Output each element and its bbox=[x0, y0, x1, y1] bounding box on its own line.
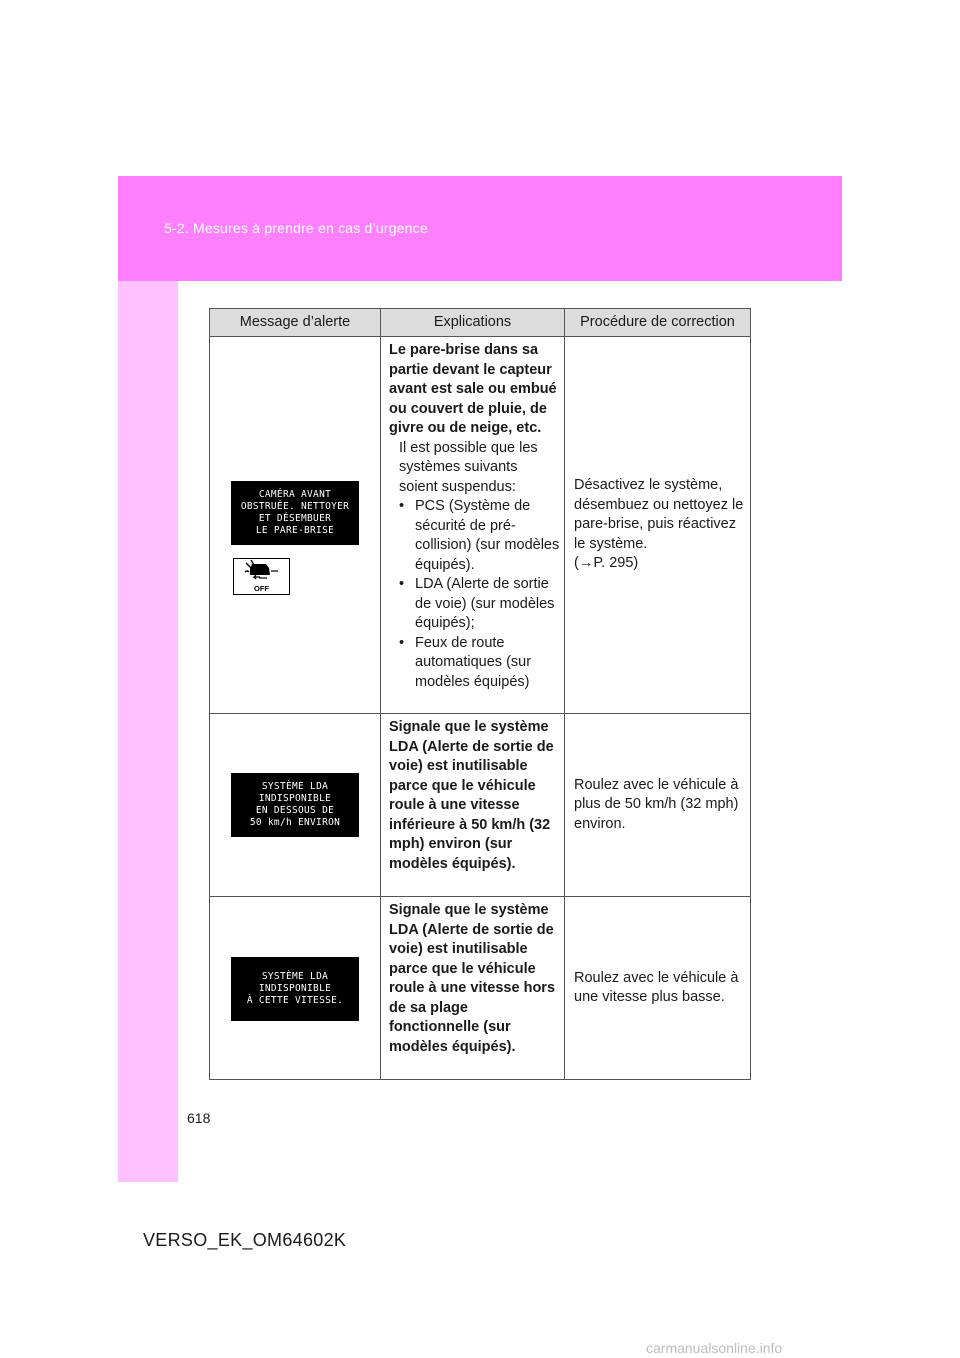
suspended-systems-list bbox=[389, 497, 560, 692]
header-alert-message: Message d’alerte bbox=[210, 309, 381, 337]
document-code: VERSO_EK_OM64602K bbox=[143, 1230, 347, 1250]
list-item: • LDA (Alerte de sortie de voie) (sur modèles équipés); bbox=[399, 576, 555, 631]
table-row bbox=[210, 897, 751, 1080]
explanation-cell bbox=[381, 714, 565, 897]
alert-message-cell bbox=[210, 337, 381, 714]
section-header-band bbox=[118, 176, 842, 281]
list-item: • PCS (Système de sécurité de pré-collision) (sur modèles équipés). bbox=[399, 498, 560, 573]
correction-cell bbox=[565, 337, 751, 714]
correction-text: Roulez avec le véhicule à une vitesse plus basse. bbox=[574, 969, 739, 1005]
pcs-off-label: OFF bbox=[254, 584, 269, 593]
lda-below-speed-display: SYSTÈME LDA INDISPONIBLE EN DESSOUS DE 50 km/h ENVIRON bbox=[231, 773, 359, 837]
lda-speed-range-display: SYSTÈME LDA INDISPONIBLE À CETTE VITESSE. bbox=[231, 957, 359, 1021]
alert-table bbox=[209, 308, 751, 1080]
explanation-text: Il est possible que les systèmes suivants soient suspendus: bbox=[399, 439, 538, 495]
header-correction: Procédure de correction bbox=[565, 309, 751, 337]
table-header-row bbox=[210, 309, 751, 337]
explanation-cell bbox=[381, 337, 565, 714]
header-explanations: Explications bbox=[381, 309, 565, 337]
camera-obstructed-display: CAMÉRA AVANT OBSTRUÉE. NETTOYER ET DÉSEMBUER LE PARE-BRISE bbox=[231, 481, 359, 545]
correction-text: Désactivez le système, désembuez ou nettoyez le pare-brise, puis réactivez le système. bbox=[574, 477, 744, 552]
alert-message-cell bbox=[210, 714, 381, 897]
alert-message-cell bbox=[210, 897, 381, 1080]
correction-cell bbox=[565, 897, 751, 1080]
explanation-heading: Le pare-brise dans sa partie devant le capteur avant est sale ou embué ou couvert de pluie, de givre ou de neige, etc. bbox=[389, 342, 557, 436]
explanation-heading: Signale que le système LDA (Alerte de sortie de voie) est inutilisable parce que le véhicule roule à une vitesse inférieure à 50 km/h (32 mph) environ (sur modèles équipés). bbox=[389, 719, 554, 872]
correction-cell bbox=[565, 714, 751, 897]
correction-text: Roulez avec le véhicule à plus de 50 km/h (32 mph) environ. bbox=[574, 776, 739, 832]
page-reference: (→P. 295) bbox=[574, 555, 639, 572]
table-row bbox=[210, 337, 751, 714]
explanation-heading: Signale que le système LDA (Alerte de sortie de voie) est inutilisable parce que le véhicule roule à une vitesse hors de sa plage fonctionnelle (sur modèles équipés). bbox=[389, 902, 556, 1055]
table-row bbox=[210, 714, 751, 897]
sidebar-band bbox=[118, 281, 178, 1182]
section-title: 5-2. Mesures à prendre en cas d’urgence bbox=[164, 220, 428, 236]
list-item: • Feux de route automatiques (sur modèles équipés) bbox=[399, 634, 532, 690]
watermark: carmanualsonline.info bbox=[646, 1340, 783, 1356]
explanation-cell bbox=[381, 897, 565, 1080]
pcs-off-icon bbox=[233, 558, 290, 595]
page-number: 618 bbox=[187, 1110, 211, 1126]
